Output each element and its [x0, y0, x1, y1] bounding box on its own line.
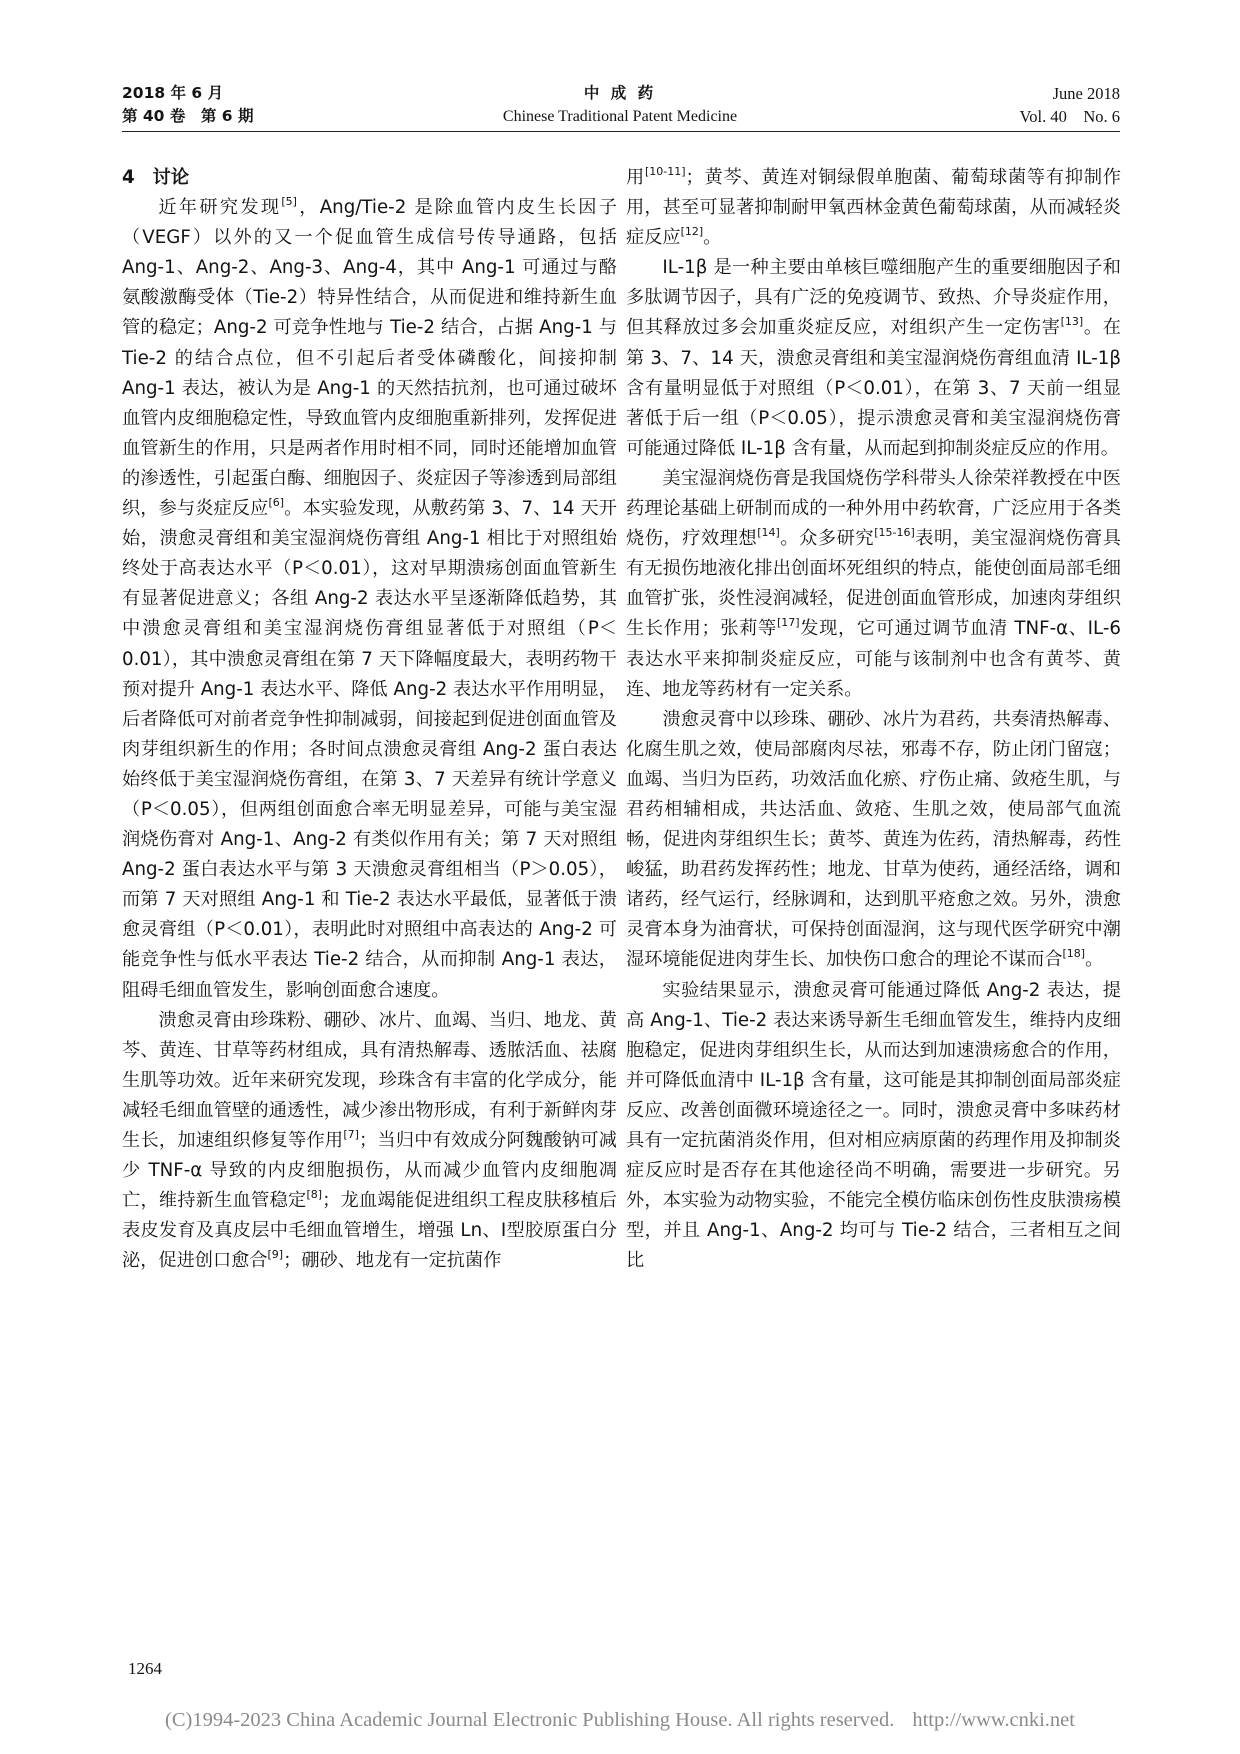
paragraph [626, 163, 1121, 253]
text-run: ，Ang/Tie-2 是除血管内皮生长因子（VEGF）以外的又一个促血管生成信号传导通路，包括 Ang-1、Ang-2、Ang-3、Ang-4，其中 Ang-1 可通过与酪氨酸激酶受体（Tie-2）特异性结合，从而促进和维持新生血管的稳定；Ang-2 可竞争性地与 Tie-2 结合，占据 Ang-1 与 Tie-2 的结合点位，但不引起后者受体磷酸化，间接抑制 Ang-1 表达，被认为是 Ang-1 的天然拮抗剂，也可通过破坏血管内皮细胞稳定性，导致血管内皮细胞重新排列，发挥促进血管新生的作用，只是两者作用时相不同，同时还能增加血管的渗透性，引起蛋白酶、细胞因子、炎症因子等渗透到局部组织，参与炎症反应 [122, 197, 617, 520]
page-number: 1264 [128, 1659, 162, 1678]
text-run: 。 [1085, 949, 1104, 971]
paragraph [122, 193, 617, 1006]
text-run: 。 [703, 227, 722, 249]
right-column [626, 163, 1121, 1276]
paragraph [626, 464, 1121, 705]
section-number: 4 [122, 167, 135, 188]
text-run: 实验结果显示，溃愈灵膏可能通过降低 Ang-2 表达，提高 Ang-1、Tie-2 表达来诱导新生毛细血管发生，维持内皮细胞稳定，促进肉芽组织生长，从而达到加速溃疡愈合的作用，并可降低血清中 IL-1β 含有量，这可能是其抑制创面局部炎症反应、改善创面微环境途径之一。同时，溃愈灵膏中多味药材具有一定抗菌消炎作用，但对相应病原菌的药理作用及抑制炎症反应时是否存在其他途径尚不明确，需要进一步研究。另外，本实验为动物实验，不能完全模仿临床创伤性皮肤溃疡模型，并且 Ang-1、Ang-2 均可与 Tie-2 结合，三者相互之间比 [626, 979, 1121, 1272]
section-title: 讨论 [152, 167, 190, 188]
paragraph [626, 976, 1121, 1277]
text-run: 表明，美宝湿润烧伤膏具有无损伤地液化排出创面坏死组织的特点，能使创面局部毛细血管扩张，炎性浸润减轻，促进创面血管形成，加速肉芽组织生长作用；张莉等 [626, 528, 1121, 640]
citation-ref: [7] [343, 1128, 359, 1141]
citation-ref: [10-11] [644, 165, 686, 178]
citation-ref: [15-16] [874, 526, 915, 540]
citation-ref: [5] [281, 195, 297, 209]
copyright-text: (C)1994-2023 China Academic Journal Electronic Publishing House. All rights reserved. [165, 1709, 895, 1731]
text-run: ；龙血竭能促进组织工程皮肤移植后表皮发育及真皮层中毛细血管增生，增强 Ln、Ⅰ型胶原蛋白分泌，促进创口愈合 [122, 1190, 617, 1272]
citation-ref: [12] [680, 225, 704, 239]
paragraph [626, 253, 1121, 464]
journal-title-cn: 中 成 药 [583, 84, 657, 102]
text-run: ；当归中有效成分阿魏酸钠可减少 TNF-α 导致的内皮细胞损伤，从而减少血管内皮细胞凋亡，维持新生血管稳定 [122, 1130, 617, 1212]
text-run: 。在第 3、7、14 天，溃愈灵膏组和美宝湿润烧伤膏组血清 IL-1β 含有量明显低于对照组（P＜0.01），在第 3、7 天前一组显著低于后一组（P＜0.05），提示溃愈灵膏和美宝湿润烧伤膏可能通过降低 IL-1β 含有量，从而起到抑制炎症反应的作用。 [626, 317, 1121, 459]
citation-ref: [17] [777, 616, 800, 630]
text-run: 溃愈灵膏由珍珠粉、硼砂、冰片、血竭、当归、地龙、黄芩、黄连、甘草等药材组成，具有清热解毒、透脓活血、祛腐生肌等功效。近年来研究发现，珍珠含有丰富的化学成分，能减轻毛细血管壁的通透性，减少渗出物形成，有利于新鲜肉芽生长，加速组织修复等作用 [122, 1009, 617, 1151]
text-run: 发现，它可通过调节血清 TNF-α、IL-6 表达水平来抑制炎症反应，可能与该制剂中也含有黄芩、黄连、地龙等药材有一定关系。 [626, 618, 1121, 700]
left-column [122, 163, 617, 1276]
text-run: ；黄芩、黄连对铜绿假单胞菌、葡萄球菌等有抑制作用，甚至可显著抑制耐甲氧西林金黄色葡萄球菌，从而减轻炎症反应 [626, 167, 1121, 249]
citation-ref: [18] [1062, 947, 1086, 961]
volume-issue-en: Vol. 40 No. 6 [1019, 107, 1120, 126]
section-heading [122, 163, 617, 193]
header-divider [122, 131, 1120, 132]
copyright-footer [0, 1709, 1240, 1732]
text-run: 溃愈灵膏中以珍珠、硼砂、冰片为君药，共奏清热解毒、化腐生肌之效，使局部腐肉尽祛，邪毒不存，防止闭门留寇；血竭、当归为臣药，功效活血化瘀、疗伤止痛、敛疮生肌，与君药相辅相成，共达活血、敛疮、生肌之效，使局部气血流畅，促进肉芽组织生长；黄芩、黄连为佐药，清热解毒，药性峻猛，助君药发挥药性；地龙、甘草为使药，通经活络，调和诸药，经气运行，经脉调和，达到肌平疮愈之效。另外，溃愈灵膏本身为油膏状，可保持创面湿润，这与现代医学研究中潮湿环境能促进肉芽生长、加快伤口愈合的理论不谋而合 [626, 708, 1121, 971]
text-run: 近年研究发现 [158, 197, 282, 219]
footer-url: http://www.cnki.net [912, 1709, 1075, 1731]
text-run: 用 [626, 167, 645, 188]
text-run: 。本实验发现，从敷药第 3、7、14 天开始，溃愈灵膏组和美宝湿润烧伤膏组 Ang-1 相比于对照组始终处于高表达水平（P＜0.01），这对早期溃疡创面血管新生有显著促进意义；各组 Ang-2 表达水平呈逐渐降低趋势，其中溃愈灵膏组和美宝湿润烧伤膏组显著低于对照组（P＜0.01），其中溃愈灵膏组在第 7 天下降幅度最大，表明药物干预对提升 Ang-1 表达水平、降低 Ang-2 表达水平作用明显，后者降低可对前者竞争性抑制减弱，间接起到促进创面血管及肉芽组织新生的作用；各时间点溃愈灵膏组 Ang-2 蛋白表达始终低于美宝湿润烧伤膏组，在第 3、7 天差异有统计学意义（P＜0.05），但两组创面愈合率无明显差异，可能与美宝湿润烧伤膏对 Ang-1、Ang-2 有类似作用有关；第 7 天对照组 Ang-2 蛋白表达水平与第 3 天溃愈灵膏组相当（P＞0.05），而第 7 天对照组 Ang-1 和 Tie-2 表达水平最低，显著低于溃愈灵膏组（P＜0.01），表明此时对照组中高表达的 Ang-2 可能竞争性与低水平表达 Tie-2 结合，从而抑制 Ang-1 表达，阻碍毛细血管发生，影响创面愈合速度。 [122, 498, 617, 1001]
text-run: ；硼砂、地龙有一定抗菌作 [283, 1250, 502, 1272]
header-right [1019, 82, 1120, 128]
paragraph [626, 705, 1121, 976]
issue-date-en: June 2018 [1052, 84, 1120, 103]
issue-date-cn: 2018 年 6 月 [122, 84, 224, 102]
text-run: 。众多研究 [779, 528, 875, 550]
paragraph [122, 1006, 617, 1277]
citation-ref: [6] [268, 496, 285, 510]
citation-ref: [9] [267, 1248, 284, 1262]
citation-ref: [13] [1060, 315, 1084, 329]
citation-ref: [8] [306, 1188, 323, 1202]
citation-ref: [14] [757, 526, 780, 540]
text-run: 美宝湿润烧伤膏是我国烧伤学科带头人徐荣祥教授在中医药理论基础上研制而成的一种外用中药软膏，广泛应用于各类烧伤，疗效理想 [626, 467, 1121, 550]
text-run: IL-1β 是一种主要由单核巨噬细胞产生的重要细胞因子和多肽调节因子，具有广泛的免疫调节、致热、介导炎症作用，但其释放过多会加重炎症反应，对组织产生一定伤害 [626, 257, 1121, 339]
journal-title-en: Chinese Traditional Patent Medicine [502, 108, 738, 125]
volume-issue-cn: 第 40 卷 第 6 期 [122, 107, 254, 125]
